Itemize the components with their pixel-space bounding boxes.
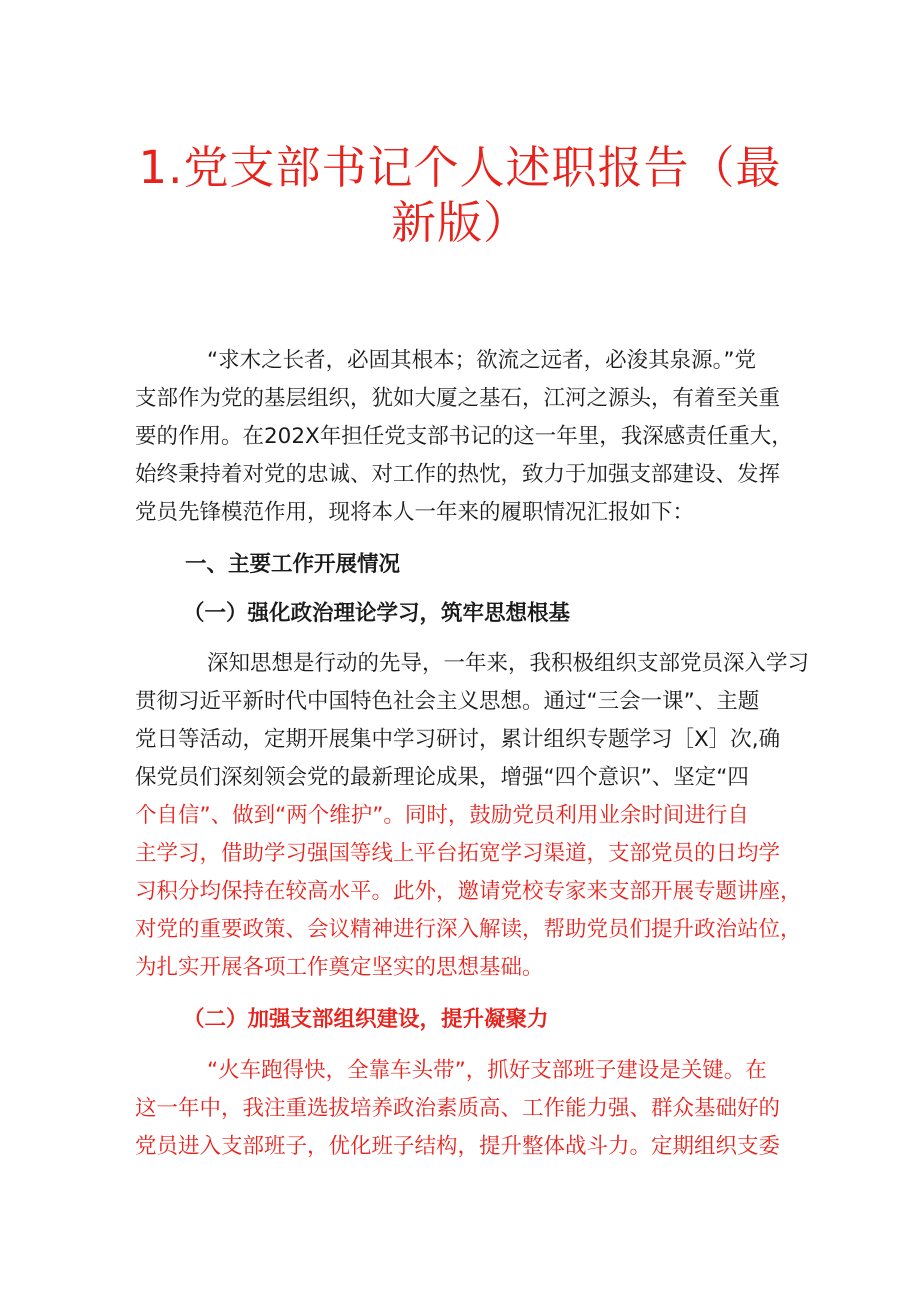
section-heading-1: 一、主要工作开展情况	[185, 552, 401, 577]
intro-line: “求木之长者，必固其根本；欲流之远者，必浚其泉源。”党	[207, 348, 757, 373]
document-title-line-2: 新版）	[390, 196, 529, 249]
intro-line: 党员先锋模范作用，现将本人一年来的履职情况汇报如下：	[135, 500, 695, 525]
subsection-2-paragraph	[135, 1052, 800, 1166]
intro-line: 支部作为党的基层组织，犹如大厦之基石，江河之源头，有着至关重	[135, 386, 781, 411]
paragraph-line: 党日等活动，定期开展集中学习研讨，累计组织专题学习［X］次,确	[135, 727, 781, 752]
subsection-heading-1: （一）强化政治理论学习，筑牢思想根基	[183, 601, 571, 626]
subsection-1-paragraph	[135, 645, 810, 797]
intro-paragraph	[135, 342, 800, 532]
intro-line: 始终秉持着对党的忠诚、对工作的热忱，致力于加强支部建设、发挥	[135, 462, 781, 487]
subsection-1-paragraph-highlighted	[135, 797, 800, 987]
paragraph-line: 深知思想是行动的先导，一年来，我积极组织支部党员深入学习	[207, 651, 810, 676]
paragraph-line: 党员进入支部班子，优化班子结构，提升整体战斗力。定期组织支委	[135, 1134, 781, 1159]
intro-line: 要的作用。在202X年担任党支部书记的这一年里，我深感责任重大，	[135, 424, 793, 449]
document-title-line-1: 1.党支部书记个人述职报告（最	[138, 141, 782, 194]
paragraph-line: “火车跑得快，全靠车头带”，抓好支部班子建设是关键。在	[207, 1058, 767, 1083]
paragraph-line: 个自信”、做到“两个维护”。同时，鼓励党员利用业余时间进行自	[135, 803, 749, 828]
paragraph-line: 主学习，借助学习强国等线上平台拓宽学习渠道，支部党员的日均学	[135, 841, 781, 866]
paragraph-line: 对党的重要政策、会议精神进行深入解读，帮助党员们提升政治站位，	[135, 917, 802, 942]
paragraph-line: 这一年中，我注重选拔培养政治素质高、工作能力强、群众基础好的	[135, 1096, 781, 1121]
subsection-heading-2: （二）加强支部组织建设，提升凝聚力	[183, 1007, 549, 1032]
paragraph-line: 为扎实开展各项工作奠定坚实的思想基础。	[135, 955, 544, 980]
paragraph-line: 贯彻习近平新时代中国特色社会主义思想。通过“三会一课”、主题	[135, 689, 760, 714]
paragraph-line: 保党员们深刻领会党的最新理论成果，增强“四个意识”、坚定“四	[135, 765, 749, 790]
paragraph-line: 习积分均保持在较高水平。此外，邀请党校专家来支部开展专题讲座，	[135, 879, 802, 904]
